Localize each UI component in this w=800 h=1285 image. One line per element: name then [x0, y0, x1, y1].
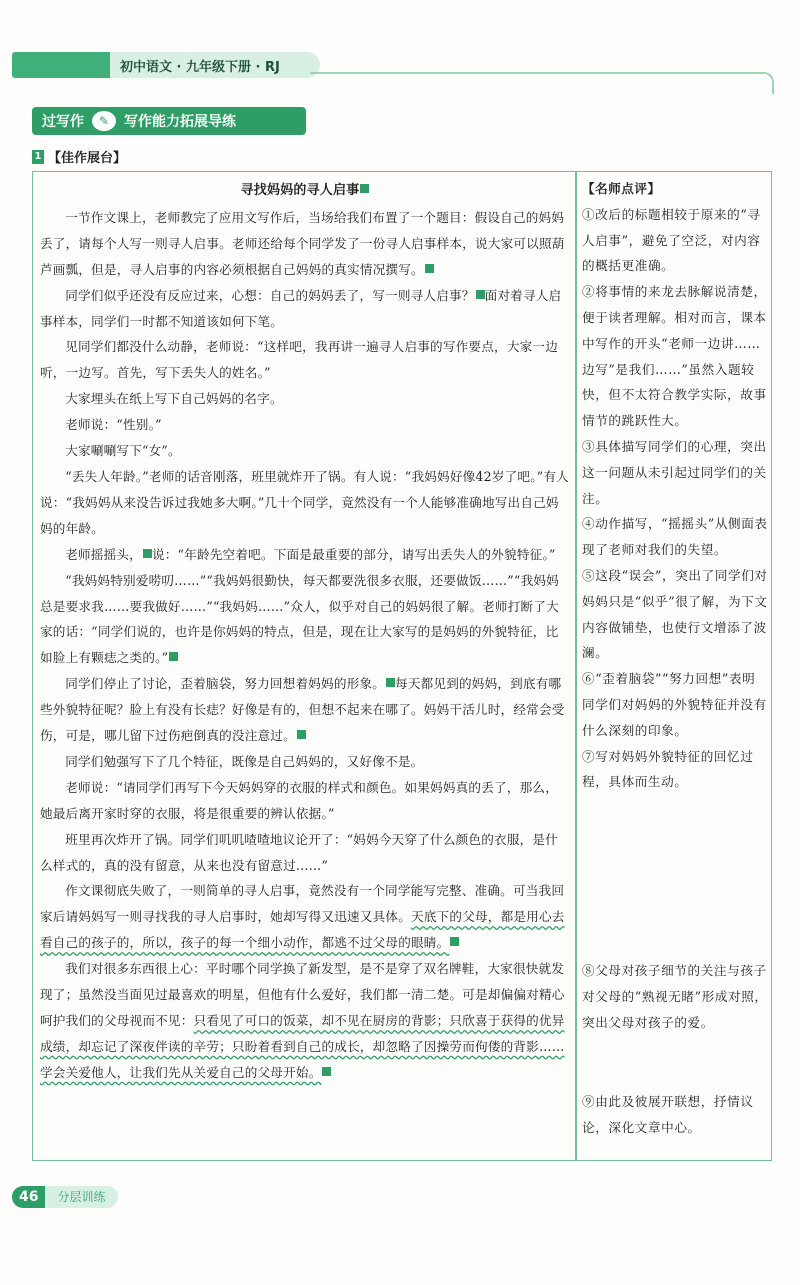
- comment-item: ③具体描写同学们的心理，突出这一问题从未引起过同学们的关注。: [582, 438, 767, 506]
- comment-item: ④动作描写，“摇摇头”从侧面表现了老师对我们的失望。: [582, 516, 768, 558]
- book-title: 初中语文 · 九年级下册 · RJ: [110, 52, 320, 78]
- comment-item: ①改后的标题相较于原来的“寻人启事”，避免了空泛，对内容的概括更准确。: [582, 206, 761, 274]
- essay-paragraph: 我们对很多东西很上心：平时哪个同学换了新发型，是不是穿了双名牌鞋，大家很快就发现了；虽然没当面见过最喜欢的明星，但他有什么爱好，我们都一清二楚。可是却偏偏对精心呵护我们的父母视而不见：只看见了可口的饭菜，却不见在厨房的背影；只欣喜于获得的优异成绩，却忘记了深夜伴读的辛劳；只盼着看到自己的成长，却忽略了因操劳而佝偻的背影……学会关爱他人，让我们先从关爱自己的父母开始。: [40, 961, 565, 1080]
- note-marker-9: [322, 1067, 331, 1076]
- essay-paragraph: 老师摇摇头， 说：“年龄先空着吧。下面是最重要的部分，请写出丢失人的外貌特征。”: [65, 546, 556, 562]
- note-marker-3: [476, 290, 485, 299]
- page-header: [12, 52, 312, 78]
- essay-paragraph: 见同学们都没什么动静，老师说：“这样吧，我再讲一遍寻人启事的写作要点，大家一边听，一边写。首先，写下丢失人的姓名。”: [40, 339, 558, 381]
- header-rule: [310, 72, 766, 74]
- highlighted-sentence: 只看见了可口的饭菜，却不见在厨房的背影；只欣喜于获得的优异成绩，却忘记了深夜伴读的辛劳；只盼着看到自己的成长，却忽略了因操劳而佝偻的背影……学会关爱他人，让我们先从关爱自己的父母开始。: [40, 1013, 565, 1080]
- essay-paragraph: 班里再次炸开了锅。同学们叽叽喳喳地议论开了：“妈妈今天穿了什么颜色的衣服，是什么样式的，真的没有留意，从来也没有留意过……”: [40, 831, 558, 873]
- essay-paragraph: 同学们停止了讨论，歪着脑袋，努力回想着妈妈的形象。 每天都见到的妈妈，到底有哪些外貌特征呢？脸上有没有长痣？好像是有的，但想不起来在哪了。妈妈干活儿时，经常会受伤，可是，哪儿留下过伤疤倒真的没注意过。: [40, 676, 565, 744]
- subsection-label: 【佳作展台】: [48, 151, 127, 166]
- section-title-right: 写作能力拓展导练: [124, 114, 236, 130]
- note-marker-2: [425, 264, 434, 273]
- essay-paragraph: 作文课彻底失败了，一则简单的寻人启事，竟然没有一个同学能写完整、准确。可当我回家后请妈妈写一则寻找我的寻人启事时，她却写得又迅速又具体。天底下的父母，都是用心去看自己的孩子的，所以，孩子的每一个细小动作，都逃不过父母的眼睛。: [40, 883, 565, 951]
- comment-item: ②将事情的来龙去脉解说清楚，便于读者理解。相对而言，课本中写作的开头“老师一边讲……边写”是我们……”虽然入题较快，但不太符合教学实际，故事情节的跳跃性大。: [582, 284, 767, 429]
- essay-paragraph: 老师说：“请同学们再写下今天妈妈穿的衣服的样式和颜色。如果妈妈真的丢了，那么，她最后离开家时穿的衣服，将是很重要的辨认依据。”: [40, 779, 558, 821]
- comment-item: ⑦写对妈妈外貌特征的回忆过程，具体而生动。: [582, 748, 754, 790]
- note-marker-7: [297, 730, 306, 739]
- essay-paragraph: 同学们似乎还没有反应过来，心想：自己的妈妈丢了，写一则寻人启事？ 面对着寻人启事样本，同学们一时都不知道该如何下笔。: [40, 287, 562, 329]
- essay-paragraph: “丢失人年龄。”老师的话音刚落，班里就炸开了锅。有人说：“我妈妈好像42岁了吧。”有人说：“我妈妈从来没告诉过我她多大啊。”几十个同学，竟然没有一个人能够准确地写出自己妈妈的年龄。: [40, 468, 569, 536]
- essay-title: 寻找妈妈的寻人启事: [40, 178, 570, 204]
- essay-paragraph: 一节作文课上，老师教完了应用文写作后，当场给我们布置了一个题目：假设自己的妈妈丢了，请每个人写一则寻人启事。老师还给每个同学发了一份寻人启事样本，说大家可以照葫芦画瓢，但是，寻人启事的内容必须根据自己妈妈的真实情况撰写。: [40, 209, 565, 277]
- note-marker-4: [143, 549, 152, 558]
- essay-paragraph: 老师说：“性别。”: [65, 417, 162, 433]
- comment-item: ⑨由此及彼展开联想，抒情议论，深化文章中心。: [582, 1094, 754, 1135]
- column-divider: [575, 171, 577, 1161]
- essay-paragraph: 大家埋头在纸上写下自己妈妈的名字。: [65, 391, 283, 407]
- section-title-left: 过写作: [42, 114, 84, 130]
- essay-paragraph: “我妈妈特别爱唠叨……”“我妈妈很勤快，每天都要洗很多衣服，还要做饭……”“我妈妈总是要求我……要我做好……”“我妈妈……”众人，似乎对自己的妈妈很了解。老师打断了大家的话：“同学们说的，也许是你妈妈的特点，但是，现在让大家写的是妈妈的外貌特征，比如脸上有颗痣之类的。”: [40, 572, 559, 666]
- header-corner: [760, 72, 774, 94]
- teacher-comments: [582, 176, 768, 795]
- note-marker-5: [169, 652, 178, 661]
- essay-paragraph: 同学们勉强写下了几个特征，既像是自己妈妈的，又好像不是。: [65, 753, 424, 769]
- comment-item: ⑥“歪着脑袋”“努力回想”表明同学们对妈妈的外貌特征并没有什么深刻的印象。: [582, 671, 767, 738]
- page-footer: [12, 1186, 118, 1208]
- section-banner: [32, 107, 306, 135]
- note-marker-6: [386, 678, 395, 687]
- comment-item: ⑧父母对孩子细节的关注与孩子对父母的“熟视无睹”形成对照，突出父母对孩子的爱。: [582, 963, 768, 1030]
- essay-paragraph: 大家唰唰写下“女”。: [65, 443, 181, 459]
- subsection-heading: [32, 147, 126, 166]
- highlighted-sentence: 天底下的父母，都是用心去看自己的孩子的，所以，孩子的每一个细小动作，都逃不过父母的眼睛。: [40, 909, 565, 951]
- footer-label: 分层训练: [45, 1186, 117, 1208]
- comments-heading: 【名师点评】: [582, 181, 661, 196]
- note-marker-1: [360, 184, 369, 193]
- note-marker-8: [450, 937, 459, 946]
- comment-item: ⑤这段“误会”，突出了同学们对妈妈只是“似乎”很了解，为下文内容做铺垫，也使行文增添了波澜。: [582, 567, 768, 661]
- essay-column: [40, 178, 570, 1086]
- pencil-icon: ✎: [92, 111, 116, 131]
- subsection-number: 1: [32, 150, 44, 164]
- page-number: 46: [12, 1186, 45, 1208]
- series-logo: [12, 52, 110, 78]
